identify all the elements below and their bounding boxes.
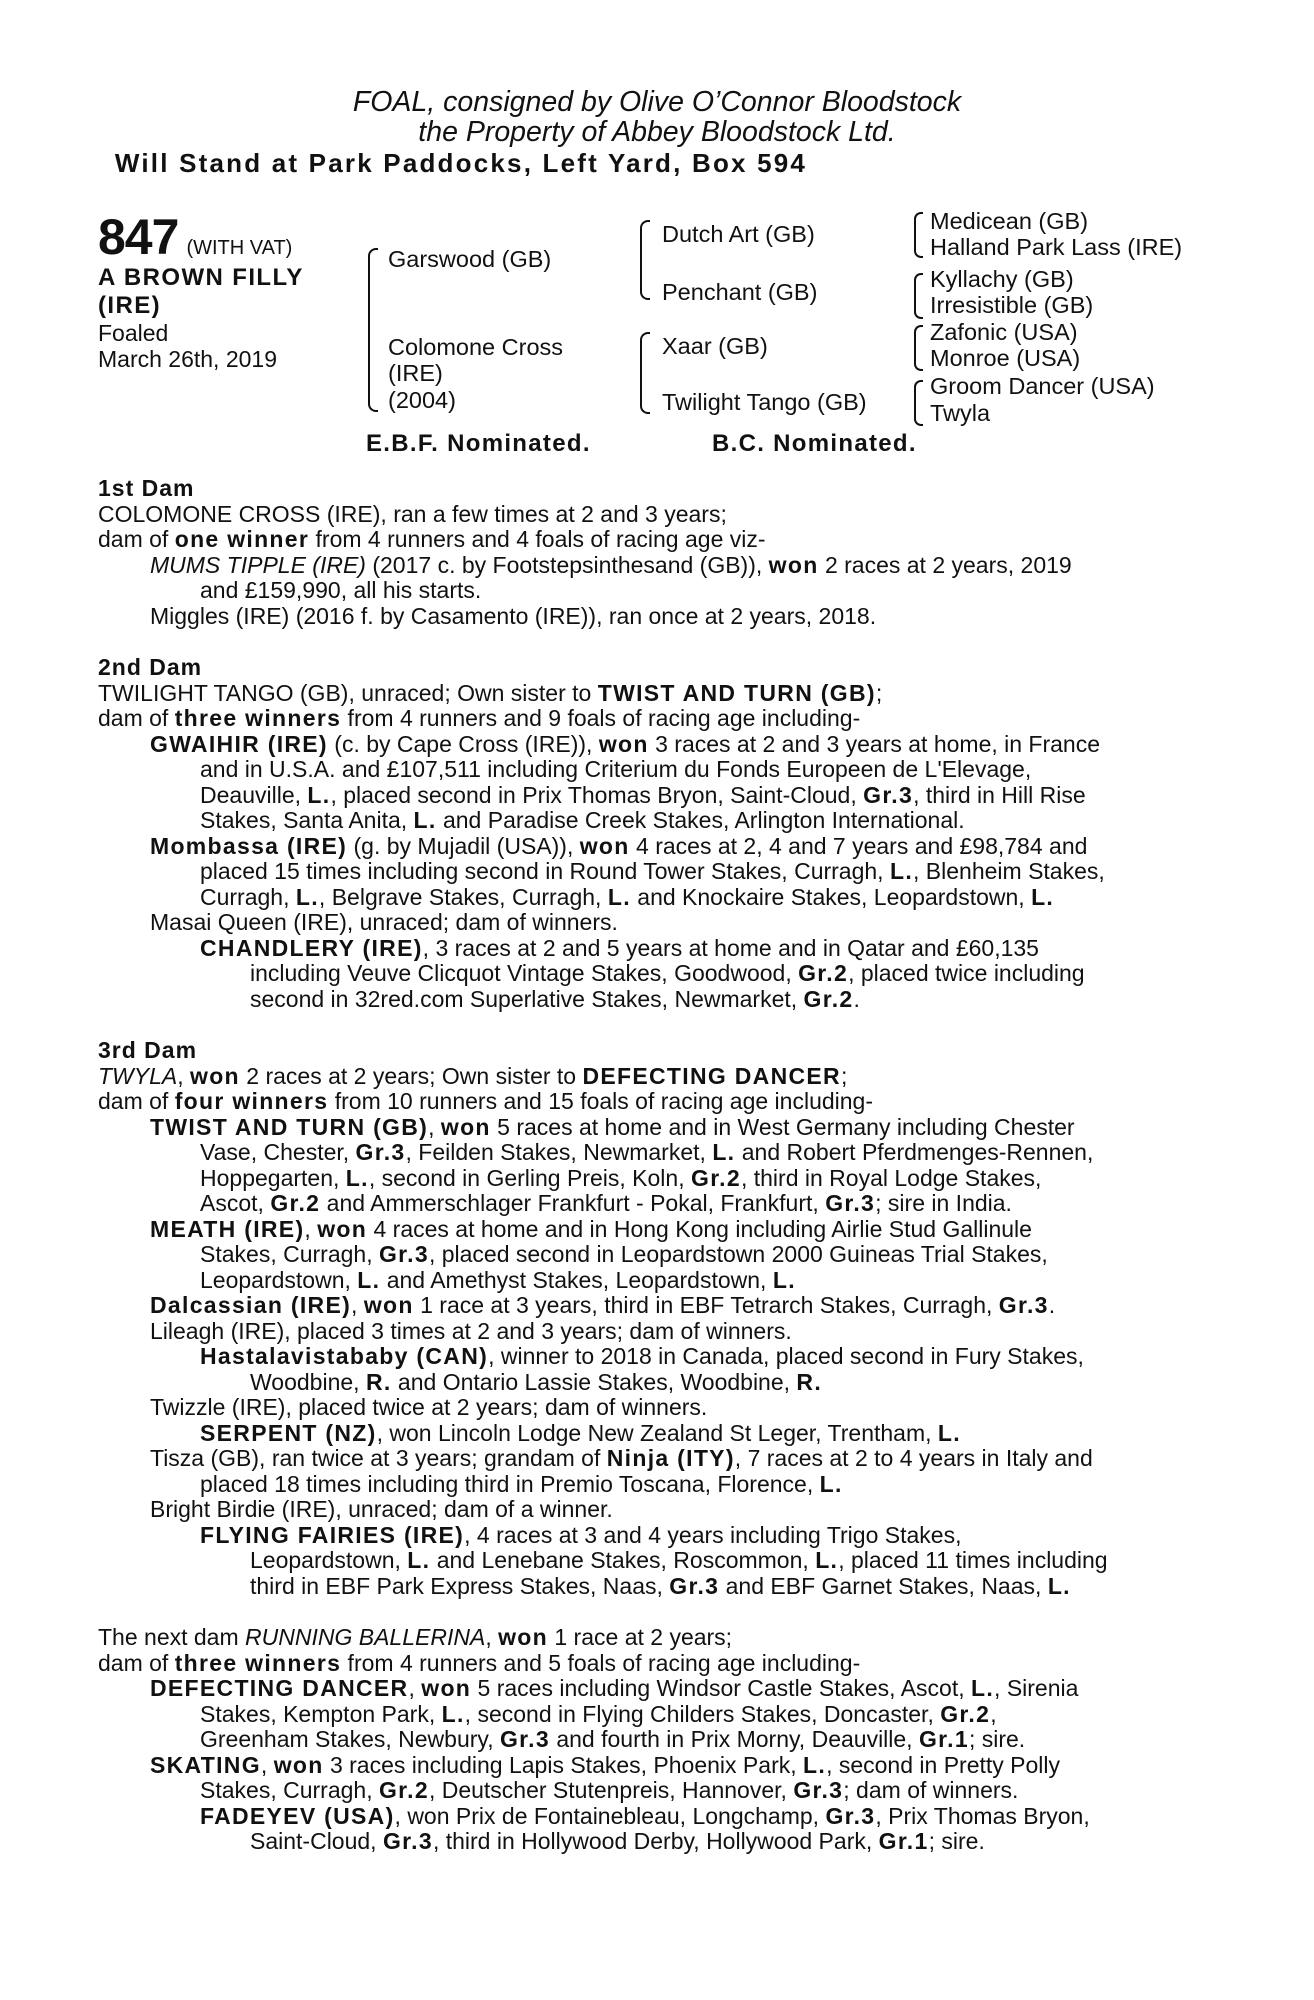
- sire-parents-brace: [640, 220, 650, 300]
- ggen-brace-1: [914, 212, 923, 258]
- next-dam-line: FADEYEV (USA), won Prix de Fontainebleau, Longchamp, Gr.3, Prix Thomas Bryon,: [200, 1802, 1090, 1829]
- ggen-brace-2: [914, 273, 923, 319]
- third-dam-line: TWIST AND TURN (GB), won 5 races at home and in West Germany including Chester: [150, 1113, 1075, 1140]
- produce-record: [98, 476, 1208, 1855]
- second-dam-line: placed 15 times including second in Round Tower Stakes, Curragh, L., Blenheim Stakes,: [200, 858, 1105, 884]
- third-dam-line: third in EBF Park Express Stakes, Naas, Gr.3 and EBF Garnet Stakes, Naas, L.: [250, 1572, 1071, 1599]
- dam-sire: Xaar (GB): [662, 333, 768, 359]
- third-dam-line: Hoppegarten, L., second in Gerling Preis, Koln, Gr.2, third in Royal Lodge Stakes,: [200, 1164, 1042, 1191]
- lot-number: 847: [98, 209, 179, 265]
- lot-country: (IRE): [98, 292, 161, 319]
- next-dam-line: DEFECTING DANCER, won 5 races including Windsor Castle Stakes, Ascot, L., Sirenia: [150, 1675, 1079, 1701]
- dam-parents-brace: [640, 332, 650, 414]
- dam-year: (2004): [388, 387, 456, 413]
- foaled-date: March 26th, 2019: [98, 346, 278, 372]
- first-dam-line: COLOMONE CROSS (IRE), ran a few times at 2 and 3 years;: [98, 500, 727, 527]
- lot-number-block: [98, 208, 292, 266]
- third-dam-line: placed 18 times including third in Premio Toscana, Florence, L.: [200, 1470, 843, 1497]
- ggen-1: Medicean (GB): [930, 208, 1089, 234]
- next-dam-line: The next dam RUNNING BALLERINA, won 1 race at 2 years;: [98, 1624, 733, 1650]
- next-dam-line: SKATING, won 3 races including Lapis Stakes, Phoenix Park, L., second in Pretty Polly: [150, 1751, 1061, 1778]
- third-dam-line: Woodbine, R. and Ontario Lassie Stakes, Woodbine, R.: [250, 1368, 823, 1395]
- second-dam-line: CHANDLERY (IRE), 3 races at 2 and 5 years at home and in Qatar and £60,135: [200, 934, 1039, 961]
- third-dam-line: Vase, Chester, Gr.3, Feilden Stakes, Newmarket, L. and Robert Pferdmenges-Rennen,: [200, 1139, 1094, 1165]
- property-line: the Property of Abbey Bloodstock Ltd.: [418, 116, 896, 148]
- dam-name-1: Colomone Cross: [388, 334, 564, 360]
- sire-dam-brace: [368, 248, 378, 412]
- third-dam-line: TWYLA, won 2 races at 2 years; Own sister to DEFECTING DANCER;: [98, 1062, 848, 1089]
- ggen-3: Kyllachy (GB): [930, 266, 1074, 292]
- ggen-brace-4: [914, 380, 923, 426]
- next-dam-line: Stakes, Kempton Park, L., second in Flying Childers Stakes, Doncaster, Gr.2,: [200, 1700, 997, 1727]
- sire-dam: Penchant (GB): [662, 279, 818, 305]
- third-dam-line: FLYING FAIRIES (IRE), 4 races at 3 and 4 years including Trigo Stakes,: [200, 1521, 962, 1548]
- second-dam-line: second in 32red.com Superlative Stakes, Newmarket, Gr.2.: [250, 985, 860, 1012]
- next-dam-line: Greenham Stakes, Newbury, Gr.3 and fourth in Prix Morny, Deauville, Gr.1; sire.: [200, 1726, 1026, 1752]
- second-dam-line: dam of three winners from 4 runners and 9 foals of racing age including-: [98, 705, 861, 731]
- second-dam-line: Deauville, L., placed second in Prix Thomas Bryon, Saint-Cloud, Gr.3, third in Hill Rise: [200, 781, 1086, 808]
- second-dam-line: Stakes, Santa Anita, L. and Paradise Creek Stakes, Arlington International.: [200, 807, 965, 833]
- vat-note: (WITH VAT): [186, 237, 293, 259]
- third-dam-line: Hastalavistababy (CAN), winner to 2018 in Canada, placed second in Fury Stakes,: [200, 1343, 1084, 1369]
- third-dam-line: Tisza (GB), ran twice at 3 years; grandam of Ninja (ITY), 7 races at 2 to 4 years in Italy and: [150, 1445, 1093, 1471]
- next-dam-line: dam of three winners from 4 runners and 5 foals of racing age including-: [98, 1649, 861, 1676]
- stabling-line: Will Stand at Park Paddocks, Left Yard, Box 594: [114, 148, 808, 178]
- first-dam-line: MUMS TIPPLE (IRE) (2017 c. by Footstepsinthesand (GB)), won 2 races at 2 years, 2019: [150, 551, 1072, 578]
- third-dam-line: Leopardstown, L. and Amethyst Stakes, Leopardstown, L.: [200, 1266, 796, 1293]
- third-dam-line: Dalcassian (IRE), won 1 race at 3 years, third in EBF Tetrarch Stakes, Curragh, Gr.3.: [150, 1292, 1056, 1318]
- next-dam-line: Saint-Cloud, Gr.3, third in Hollywood Derby, Hollywood Park, Gr.1; sire.: [250, 1828, 985, 1854]
- second-dam-title: 2nd Dam: [98, 654, 203, 680]
- third-dam-line: dam of four winners from 10 runners and 15 foals of racing age including-: [98, 1088, 873, 1114]
- next-dam-line: Stakes, Curragh, Gr.2, Deutscher Stutenpreis, Hannover, Gr.3; dam of winners.: [200, 1777, 1019, 1803]
- third-dam-line: MEATH (IRE), won 4 races at home and in Hong Kong including Airlie Stud Gallinule: [150, 1215, 1032, 1242]
- second-dam-line: including Veuve Clicquot Vintage Stakes, Goodwood, Gr.2, placed twice including: [250, 960, 1085, 986]
- consignor-line: FOAL, consigned by Olive O’Connor Bloodstock: [352, 86, 962, 118]
- third-dam-title: 3rd Dam: [98, 1037, 198, 1063]
- second-dam-line: and in U.S.A. and £107,511 including Criterium du Fonds Europeen de L'Elevage,: [200, 756, 1032, 782]
- first-dam-title: 1st Dam: [98, 475, 195, 501]
- foaled-label: Foaled: [98, 320, 169, 346]
- second-dam-line: GWAIHIR (IRE) (c. by Cape Cross (IRE)), won 3 races at 2 and 3 years at home, in France: [150, 730, 1101, 757]
- third-dam-line: Ascot, Gr.2 and Ammerschlager Frankfurt - Pokal, Frankfurt, Gr.3; sire in India.: [200, 1190, 1012, 1216]
- third-dam-line: SERPENT (NZ), won Lincoln Lodge New Zealand St Leger, Trentham, L.: [200, 1419, 961, 1446]
- ggen-4: Irresistible (GB): [930, 292, 1094, 318]
- dam-name-2: (IRE): [388, 360, 443, 386]
- third-dam-line: Stakes, Curragh, Gr.3, placed second in Leopardstown 2000 Guineas Trial Stakes,: [200, 1241, 1048, 1267]
- second-dam-line: TWILIGHT TANGO (GB), unraced; Own sister to TWIST AND TURN (GB);: [98, 679, 883, 706]
- ebf-nominated: E.B.F. Nominated.: [366, 430, 591, 457]
- third-dam-line: Leopardstown, L. and Lenebane Stakes, Roscommon, L., placed 11 times including: [250, 1547, 1108, 1573]
- ggen-2: Halland Park Lass (IRE): [930, 234, 1183, 260]
- third-dam-line: Bright Birdie (IRE), unraced; dam of a winner.: [150, 1496, 613, 1522]
- bc-nominated: B.C. Nominated.: [712, 430, 917, 457]
- sire-name: Garswood (GB): [388, 246, 552, 272]
- second-dam-line: Curragh, L., Belgrave Stakes, Curragh, L. and Knockaire Stakes, Leopardstown, L.: [200, 883, 1055, 910]
- ggen-brace-3: [914, 325, 923, 371]
- first-dam-line: and £159,990, all his starts.: [200, 577, 482, 603]
- ggen-7: Groom Dancer (USA): [930, 373, 1155, 399]
- second-dam-line: Masai Queen (IRE), unraced; dam of winners.: [150, 909, 618, 935]
- third-dam-line: Twizzle (IRE), placed twice at 2 years; dam of winners.: [150, 1394, 708, 1420]
- second-dam-line: Mombassa (IRE) (g. by Mujadil (USA)), won 4 races at 2, 4 and 7 years and £98,784 and: [150, 832, 1088, 859]
- ggen-6: Monroe (USA): [930, 345, 1081, 371]
- ggen-8: Twyla: [930, 400, 991, 426]
- dam-dam: Twilight Tango (GB): [662, 389, 867, 415]
- first-dam-line: Miggles (IRE) (2016 f. by Casamento (IRE)), ran once at 2 years, 2018.: [150, 602, 877, 629]
- third-dam-line: Lileagh (IRE), placed 3 times at 2 and 3 years; dam of winners.: [150, 1317, 792, 1344]
- lot-description: A BROWN FILLY: [98, 264, 304, 291]
- sire-sire: Dutch Art (GB): [662, 221, 815, 247]
- first-dam-line: dam of one winner from 4 runners and 4 foals of racing age viz-: [98, 526, 766, 552]
- ggen-5: Zafonic (USA): [930, 319, 1078, 345]
